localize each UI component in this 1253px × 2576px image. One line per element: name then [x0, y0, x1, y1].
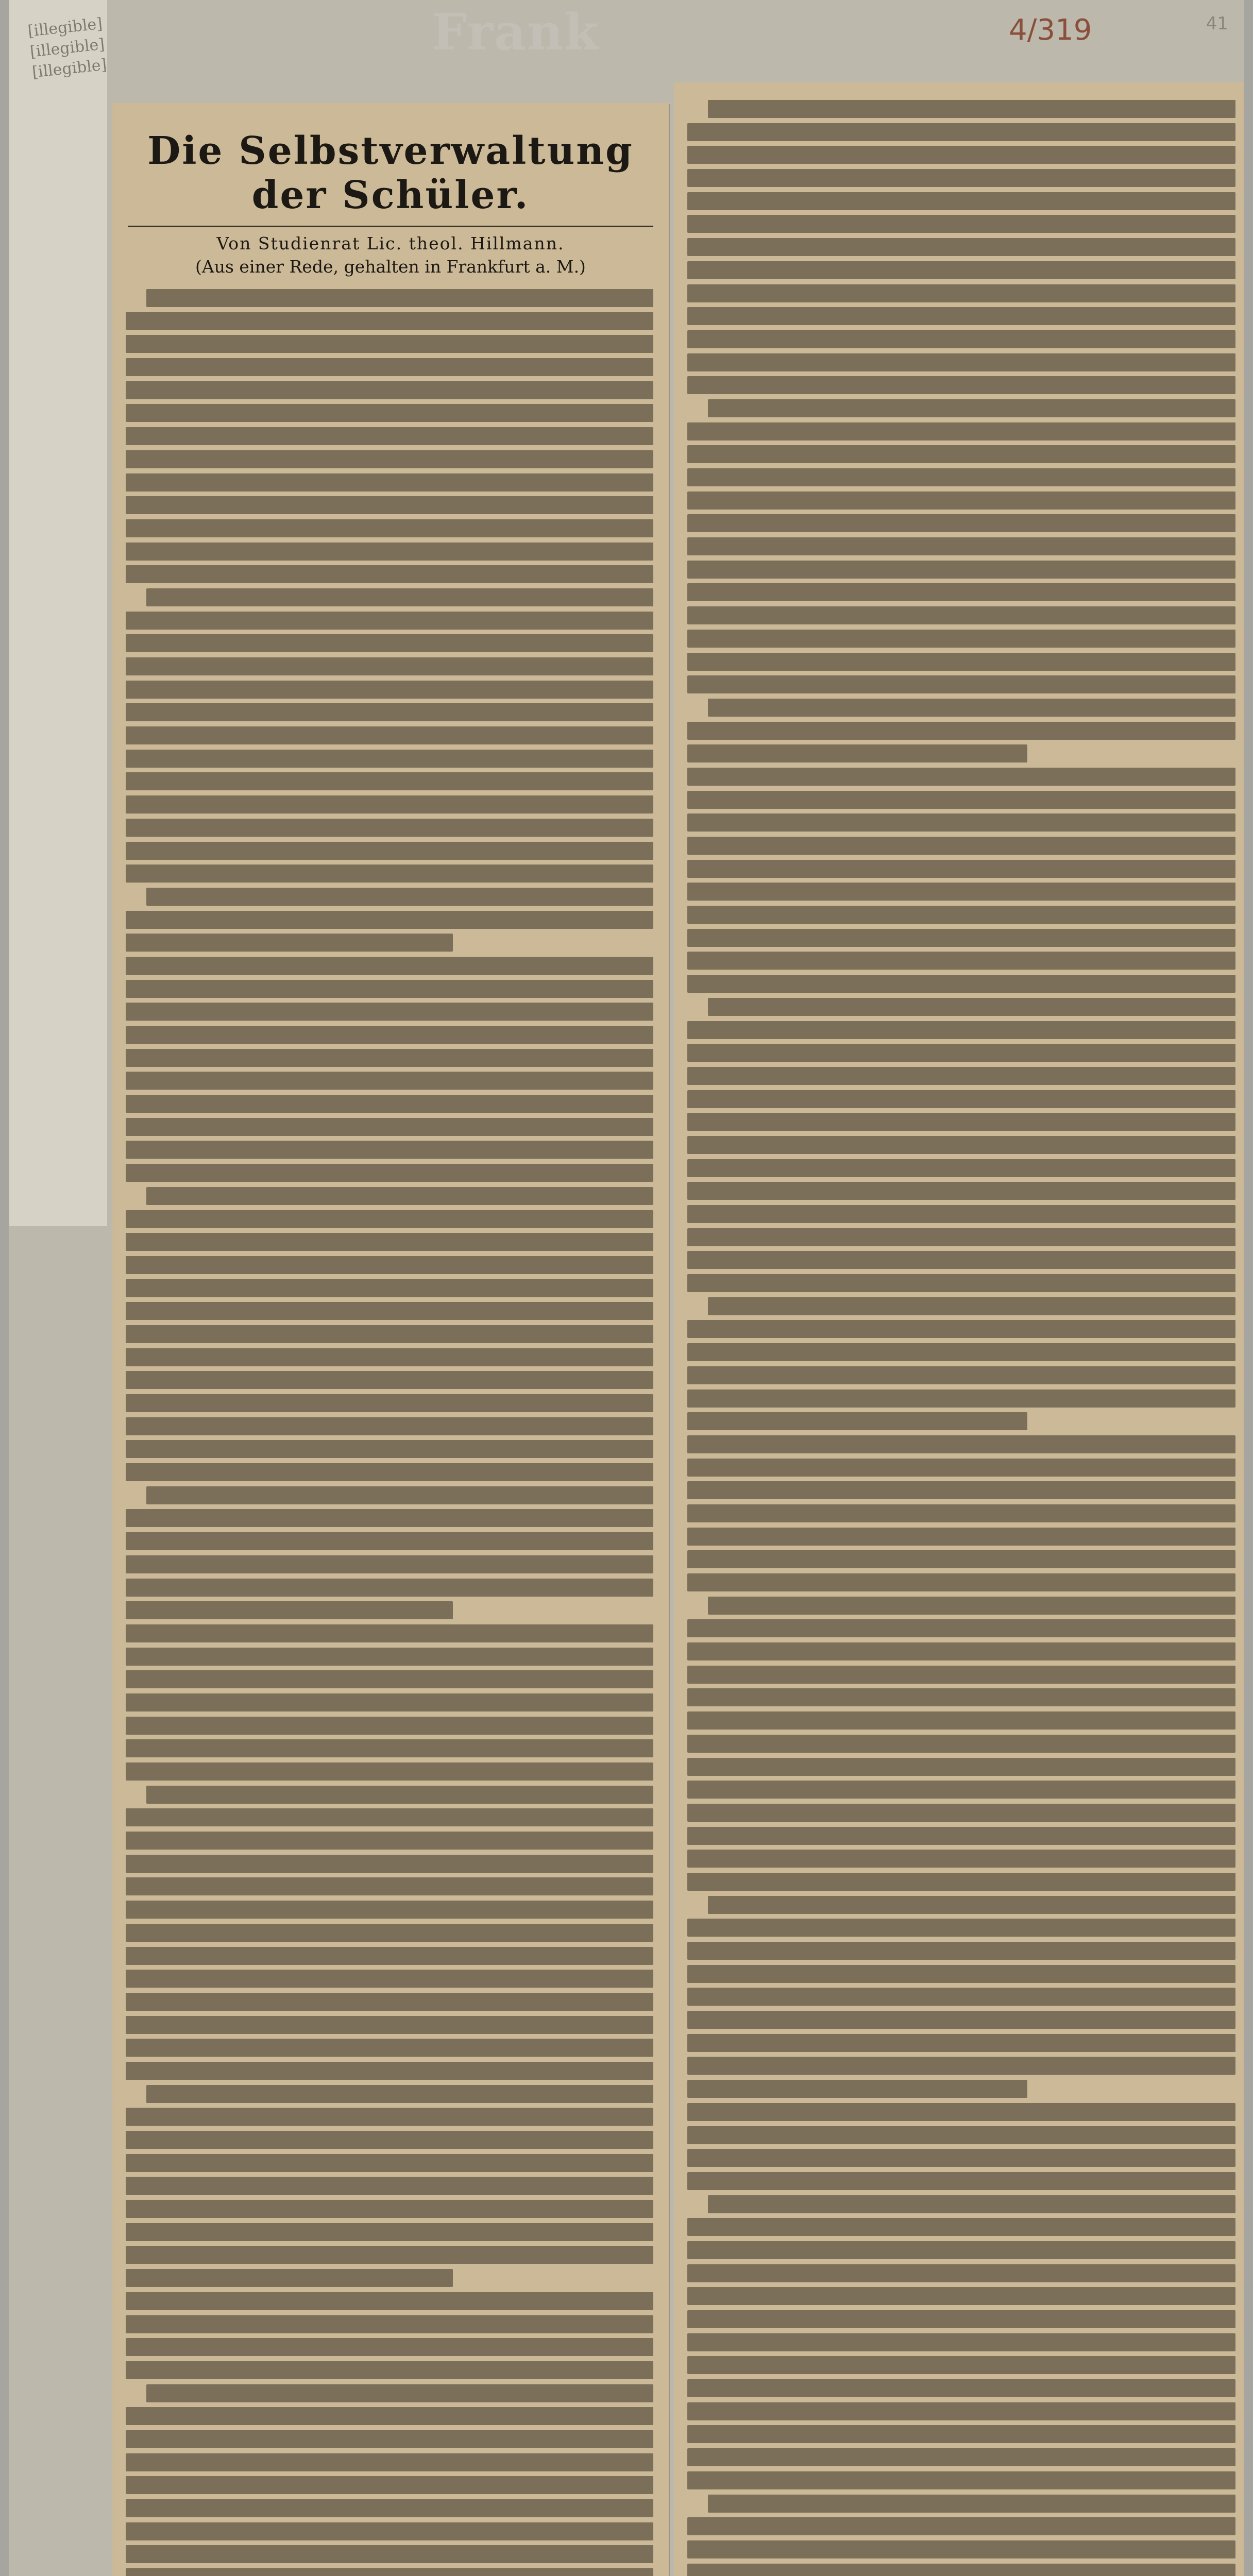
text-line	[126, 2016, 653, 2034]
text-line	[126, 957, 653, 975]
text-line	[126, 2499, 653, 2517]
text-line	[687, 261, 1235, 279]
text-line	[126, 2430, 653, 2448]
text-line	[708, 2495, 1235, 2513]
text-line	[687, 675, 1235, 693]
text-line	[126, 1670, 653, 1688]
pencil-note: [illegible]	[31, 56, 108, 82]
text-line	[146, 2085, 653, 2103]
text-line	[126, 335, 653, 353]
text-line	[687, 1182, 1235, 1200]
text-line	[687, 123, 1235, 141]
text-line	[687, 2356, 1235, 2374]
text-line	[126, 1049, 653, 1067]
text-line	[687, 2103, 1235, 2121]
text-line	[687, 860, 1235, 878]
text-line	[687, 1366, 1235, 1384]
text-line	[126, 681, 653, 699]
text-line	[687, 1619, 1235, 1637]
text-line	[687, 514, 1235, 532]
text-line	[126, 2545, 653, 2563]
text-line	[687, 537, 1235, 555]
text-line	[687, 1919, 1235, 1937]
text-line	[126, 1648, 653, 1666]
text-line	[708, 1896, 1235, 1914]
text-line	[687, 653, 1235, 671]
text-line	[687, 1827, 1235, 1845]
text-line	[687, 2310, 1235, 2328]
text-line	[126, 1371, 653, 1389]
text-line	[687, 883, 1235, 901]
text-line	[126, 934, 453, 952]
text-line	[126, 2246, 653, 2264]
clipping-column-left	[112, 103, 669, 2576]
text-line	[126, 1739, 653, 1757]
text-line	[126, 2039, 653, 2057]
text-line	[687, 2264, 1235, 2282]
text-line	[687, 192, 1235, 210]
text-line	[126, 1279, 653, 1297]
text-line	[126, 543, 653, 561]
text-line	[126, 2154, 653, 2172]
text-line	[126, 1072, 653, 1090]
text-line	[687, 906, 1235, 924]
text-line	[687, 2241, 1235, 2259]
text-line	[126, 450, 653, 468]
text-line	[687, 1666, 1235, 1684]
text-line	[126, 2177, 653, 2195]
text-line	[687, 2540, 1235, 2558]
text-line	[687, 146, 1235, 164]
text-line	[126, 2522, 653, 2540]
text-line	[126, 911, 653, 929]
mounting-strip	[9, 0, 107, 1226]
text-line	[687, 1781, 1235, 1799]
text-line	[146, 1786, 653, 1804]
text-line	[126, 1302, 653, 1320]
text-line	[687, 768, 1235, 786]
article-title: Die Selbstverwaltung der Schüler.	[128, 129, 653, 227]
text-line	[126, 865, 653, 883]
text-line	[687, 2471, 1235, 2489]
text-line	[687, 307, 1235, 325]
text-line	[687, 2333, 1235, 2351]
text-line	[146, 1187, 653, 1205]
text-line	[687, 238, 1235, 256]
text-line	[126, 519, 653, 537]
text-line	[126, 312, 653, 330]
text-line	[687, 1711, 1235, 1730]
text-line	[687, 1113, 1235, 1131]
text-line	[126, 496, 653, 514]
text-line	[126, 358, 653, 376]
text-line	[687, 1988, 1235, 2006]
text-line	[687, 1873, 1235, 1891]
text-line	[126, 1717, 653, 1735]
text-line	[687, 468, 1235, 486]
text-line	[687, 1642, 1235, 1660]
pencil-note: [illegible]	[29, 35, 106, 61]
text-line	[687, 2379, 1235, 2397]
text-line	[687, 1758, 1235, 1776]
text-line	[126, 1026, 653, 1044]
text-line	[126, 2108, 653, 2126]
text-line	[687, 169, 1235, 187]
text-line	[687, 1412, 1027, 1430]
text-line	[126, 842, 653, 860]
text-line	[687, 1459, 1235, 1477]
text-line	[687, 1389, 1235, 1408]
text-line	[126, 2568, 653, 2576]
text-line	[687, 2126, 1235, 2144]
text-line	[126, 1877, 653, 1895]
text-line	[126, 1993, 653, 2011]
text-line	[687, 2057, 1235, 2075]
text-line	[126, 1095, 653, 1113]
text-line	[687, 1044, 1235, 1062]
text-line	[687, 1205, 1235, 1223]
text-line	[126, 2062, 653, 2080]
text-line	[126, 1463, 653, 1481]
text-line	[687, 2080, 1027, 2098]
text-line	[687, 1274, 1235, 1292]
text-line	[126, 634, 653, 652]
text-line	[687, 1435, 1235, 1453]
text-line	[687, 929, 1235, 947]
text-line	[126, 819, 653, 837]
text-line	[687, 1136, 1235, 1154]
text-line	[126, 1579, 653, 1597]
text-line	[126, 657, 653, 675]
pencil-note: [illegible]	[27, 14, 104, 41]
text-line	[687, 1688, 1235, 1706]
text-line	[687, 1504, 1235, 1522]
text-line	[708, 998, 1235, 1016]
text-line	[126, 1970, 653, 1988]
text-line	[126, 1233, 653, 1251]
text-line	[126, 1624, 653, 1642]
text-line	[126, 2407, 653, 2425]
archive-sheet	[9, 0, 1244, 2576]
text-line	[687, 722, 1235, 740]
text-line	[687, 630, 1235, 648]
text-line	[126, 427, 653, 445]
text-line	[126, 1003, 653, 1021]
text-line	[687, 2287, 1235, 2305]
page-number: 41	[1206, 13, 1228, 34]
text-line	[687, 1573, 1235, 1591]
text-line	[687, 2564, 1235, 2576]
text-line	[687, 2218, 1235, 2236]
text-line	[687, 284, 1235, 302]
text-line	[687, 215, 1235, 233]
text-line	[126, 2476, 653, 2494]
text-line	[126, 2315, 653, 2333]
text-line	[687, 1804, 1235, 1822]
text-line	[687, 1090, 1235, 1108]
text-line	[126, 2131, 653, 2149]
text-line	[687, 1320, 1235, 1338]
text-line	[687, 2149, 1235, 2167]
text-line	[126, 2269, 453, 2287]
text-line	[126, 1164, 653, 1182]
text-line	[687, 2448, 1235, 2466]
text-line	[146, 1486, 653, 1504]
text-line	[708, 699, 1235, 717]
text-line	[687, 1735, 1235, 1753]
text-line	[126, 381, 653, 399]
text-line	[126, 1440, 653, 1458]
text-line	[687, 2034, 1235, 2052]
text-line	[126, 612, 653, 630]
text-line	[687, 445, 1235, 463]
text-line	[687, 2172, 1235, 2190]
text-line	[126, 1808, 653, 1826]
archive-number: 4/319	[1009, 13, 1092, 47]
text-line	[687, 1228, 1235, 1246]
text-line	[126, 473, 653, 492]
text-line	[126, 980, 653, 998]
text-line	[146, 588, 653, 606]
text-line	[126, 2292, 653, 2310]
text-line	[126, 703, 653, 721]
clipping-column-right	[674, 82, 1244, 2576]
text-line	[687, 791, 1235, 809]
text-line	[687, 814, 1235, 832]
text-line	[126, 2200, 653, 2218]
text-line	[126, 772, 653, 790]
text-line	[126, 1901, 653, 1919]
text-line	[687, 561, 1235, 579]
text-line	[146, 888, 653, 906]
text-line	[126, 1601, 453, 1619]
text-line	[687, 1021, 1235, 1039]
text-line	[126, 2361, 653, 2379]
text-line	[126, 1693, 653, 1711]
text-line	[687, 1481, 1235, 1499]
text-line	[687, 744, 1027, 762]
newspaper-header-snippet: Frank	[432, 3, 600, 61]
article-byline: Von Studienrat Lic. theol. Hillmann.	[216, 233, 565, 253]
text-line	[687, 583, 1235, 601]
text-line	[687, 1965, 1235, 1983]
article-body-right	[674, 82, 1244, 2576]
text-line	[687, 1850, 1235, 1868]
text-line	[126, 1256, 653, 1274]
text-line	[687, 2517, 1235, 2535]
text-line	[126, 2338, 653, 2356]
text-line	[146, 289, 653, 307]
text-line	[708, 1597, 1235, 1615]
text-line	[126, 750, 653, 768]
text-line	[687, 1528, 1235, 1546]
text-line	[126, 2223, 653, 2241]
text-line	[126, 1555, 653, 1573]
text-line	[126, 404, 653, 422]
text-line	[687, 1343, 1235, 1361]
text-line	[708, 2195, 1235, 2213]
text-line	[126, 1947, 653, 1965]
text-line	[126, 1832, 653, 1850]
text-line	[126, 795, 653, 814]
text-line	[687, 492, 1235, 510]
text-line	[126, 1855, 653, 1873]
text-line	[708, 399, 1235, 417]
text-line	[126, 1762, 653, 1781]
text-line	[126, 1924, 653, 1942]
text-line	[687, 1942, 1235, 1960]
text-line	[687, 1251, 1235, 1269]
text-line	[126, 1394, 653, 1412]
text-line	[126, 726, 653, 744]
text-line	[687, 975, 1235, 993]
text-line	[126, 1417, 653, 1435]
text-line	[687, 952, 1235, 970]
text-line	[687, 1067, 1235, 1085]
text-line	[687, 2011, 1235, 2029]
text-line	[126, 1210, 653, 1228]
text-line	[687, 1159, 1235, 1177]
text-line	[687, 330, 1235, 348]
text-line	[126, 565, 653, 583]
text-line	[126, 1532, 653, 1550]
text-line	[146, 2384, 653, 2402]
text-line	[687, 1550, 1235, 1568]
text-line	[126, 2453, 653, 2471]
text-line	[687, 353, 1235, 371]
text-line	[126, 1325, 653, 1343]
text-line	[687, 606, 1235, 624]
text-line	[687, 376, 1235, 394]
text-line	[687, 837, 1235, 855]
article-subline: (Aus einer Rede, gehalten in Frankfurt a. M.)	[195, 257, 586, 277]
text-line	[126, 1118, 653, 1136]
text-line	[708, 1297, 1235, 1315]
text-line	[687, 2402, 1235, 2420]
article-body-left	[112, 289, 669, 2576]
text-line	[126, 1141, 653, 1159]
text-line	[126, 1348, 653, 1366]
pencil-notes	[27, 14, 108, 83]
text-line	[126, 1509, 653, 1527]
text-line	[708, 100, 1235, 118]
text-line	[687, 2425, 1235, 2443]
text-line	[687, 422, 1235, 440]
